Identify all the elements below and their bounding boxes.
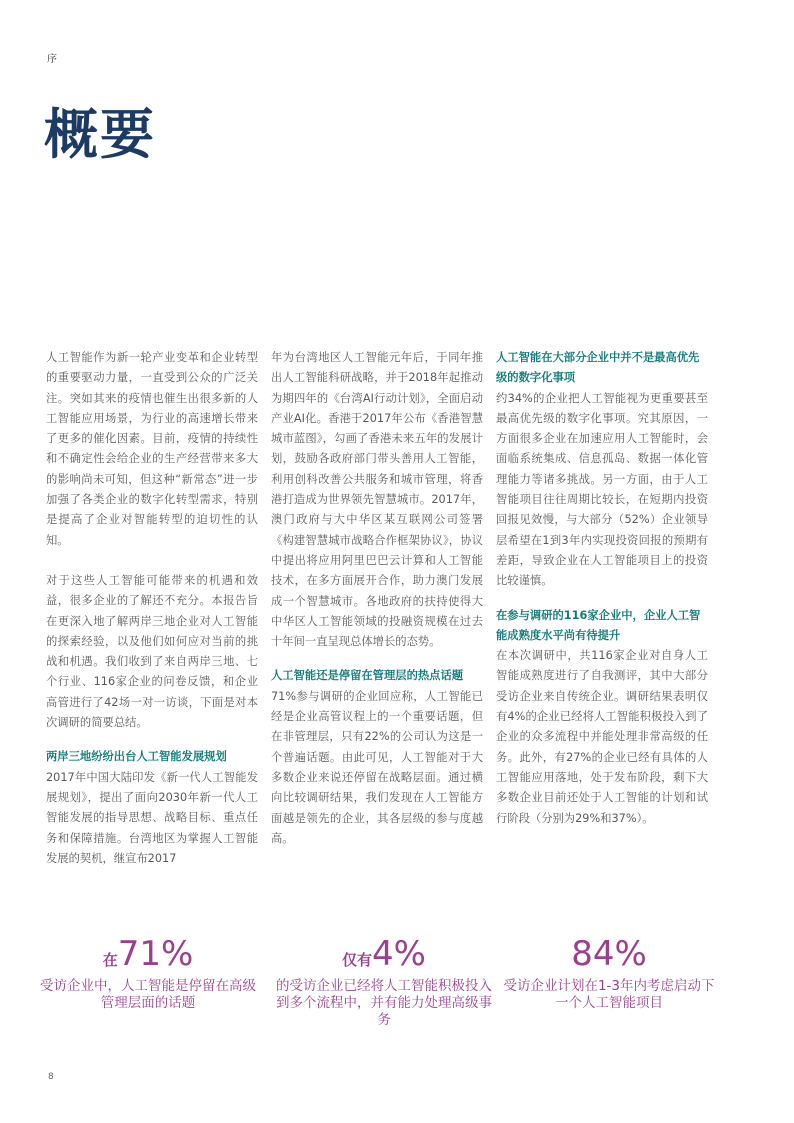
stat-callout-84: [499, 932, 719, 1012]
body-paragraph: 在本次调研中，共116家企业对自身人工智能成熟度进行了自我测评，其中大部分受访企业来自传统企业。调研结果表明仅有4%的企业已经将人工智能积极投入到了企业的众多流程中并能处理非常高级的任务。此外，有27%的企业已经有具体的人工智能应用落地，处于发布阶段，剩下大多数企业目前还处于人工智能的计划和试行阶段（分别为29%和37%）。: [496, 649, 708, 825]
paragraph-spacer: [271, 652, 483, 666]
stat-value: 84%: [571, 934, 647, 974]
stat-prefix: 在: [102, 951, 118, 969]
body-paragraph: 2017年中国大陆印发《新一代人工智能发展规划》，提出了面向2030年新一代人工智能发展的指导思想、战略目标、重点任务和保障措施。台湾地区为掌握人工智能发展的契机，继宣布2017: [46, 770, 258, 865]
body-paragraph: 年为台湾地区人工智能元年后，于同年推出人工智能科研战略，并于2018年起推动为期四年的《台湾AI行动计划》，全面启动产业AI化。香港于2017年公布《香港智慧城市蓝图》，勾画了香港未来五年的发展计划，鼓励各政府部门带头善用人工智能，利用创科改善公共服务和城市管理，将香港打造成为世界领先智慧城市。2017年，澳门政府与大中华区某互联网公司签署《构建智慧城市战略合作框架协议》，协议中提出将应用阿里巴巴云计算和人工智能技术，在多方面展开合作，助力澳门发展成一个智慧城市。各地政府的扶持使得大中华区人工智能领域的投融资规模在过去十年间一直呈现总体增长的态势。: [271, 351, 483, 649]
body-paragraph: 对于这些人工智能可能带来的机遇和效益，很多企业的了解还不充分。本报告旨在更深入地了解两岸三地企业对人工智能的探索经验，以及他们如何应对当前的挑战和机遇。我们收到了来自两岸三地、七个行业、116家企业的问卷反馈，和企业高管进行了42场一对一访谈，下面是对本次调研的简要总结。: [46, 573, 258, 730]
text-column-3: [496, 348, 708, 829]
stat-description: 的受访企业已经将人工智能积极投入到多个流程中，并有能力处理高级事务: [276, 978, 492, 1028]
stat-value-line: [499, 932, 719, 978]
section-heading: 人工智能在大部分企业中并不是最高优先级的数字化事项: [496, 351, 700, 385]
stat-prefix: 仅有: [342, 951, 373, 969]
section-heading: 在参与调研的116家企业中，企业人工智能成熟度水平尚有待提升: [496, 608, 701, 642]
stat-callout-4: [274, 932, 494, 1029]
stat-value: 4%: [372, 934, 426, 974]
body-paragraph: 人工智能作为新一轮产业变革和企业转型的重要驱动力量，一直受到公众的广泛关注。突如其来的疫情也催生出很多新的人工智能应用场景，为行业的高速增长带来了更多的催化因素。目前，疫情的持续性和不确定性会给企业的生产经营带来多大的影响尚未可知，但这种“新常态”进一步加强了各类企业的数字化转型需求，特别是提高了企业对智能转型的迫切性的认知。: [46, 351, 258, 547]
text-column-1: [46, 348, 258, 869]
body-paragraph: 约34%的企业把人工智能视为更重要甚至最高优先级的数字化事项。究其原因，一方面很多企业在加速应用人工智能时，会面临系统集成、信息孤岛、数据一体化管理能力等诸多挑战。另一方面，由于人工智能项目往往周期比较长，在短期内投资回报见效慢，与大部分（52%）企业领导层希望在1到3年内实现投资回报的预期有差距，导致企业在人工智能项目上的投资比较谨慎。: [496, 391, 708, 588]
stat-value-line: [38, 932, 258, 978]
section-heading: 两岸三地纷纷出台人工智能发展规划: [46, 750, 227, 764]
stat-value: 71%: [117, 934, 194, 974]
section-label: 序: [47, 54, 57, 65]
section-heading: 人工智能还是停留在管理层的热点话题: [271, 669, 464, 683]
stat-description: 受访企业计划在1-3年内考虑启动下一个人工智能项目: [503, 978, 715, 1011]
paragraph-spacer: [46, 551, 258, 571]
paragraph-spacer: [46, 733, 258, 747]
text-column-2: [271, 348, 483, 849]
page-number: 8: [48, 1072, 54, 1082]
stat-value-line: [274, 932, 494, 978]
page-title: 概要: [44, 103, 156, 166]
stat-callout-71: [38, 932, 258, 1012]
paragraph-spacer: [496, 592, 708, 606]
body-paragraph: 71%参与调研的企业回应称，人工智能已经是企业高管议程上的一个重要话题，但在非管理层，只有22%的公司认为这是一个普遍话题。由此可见，人工智能对于大多数企业来说还停留在战略层面。通过横向比较调研结果，我们发现在人工智能方面越是领先的企业，其各层级的参与度越高。: [271, 689, 483, 845]
stat-description: 受访企业中，人工智能是停留在高级管理层面的话题: [40, 978, 256, 1011]
